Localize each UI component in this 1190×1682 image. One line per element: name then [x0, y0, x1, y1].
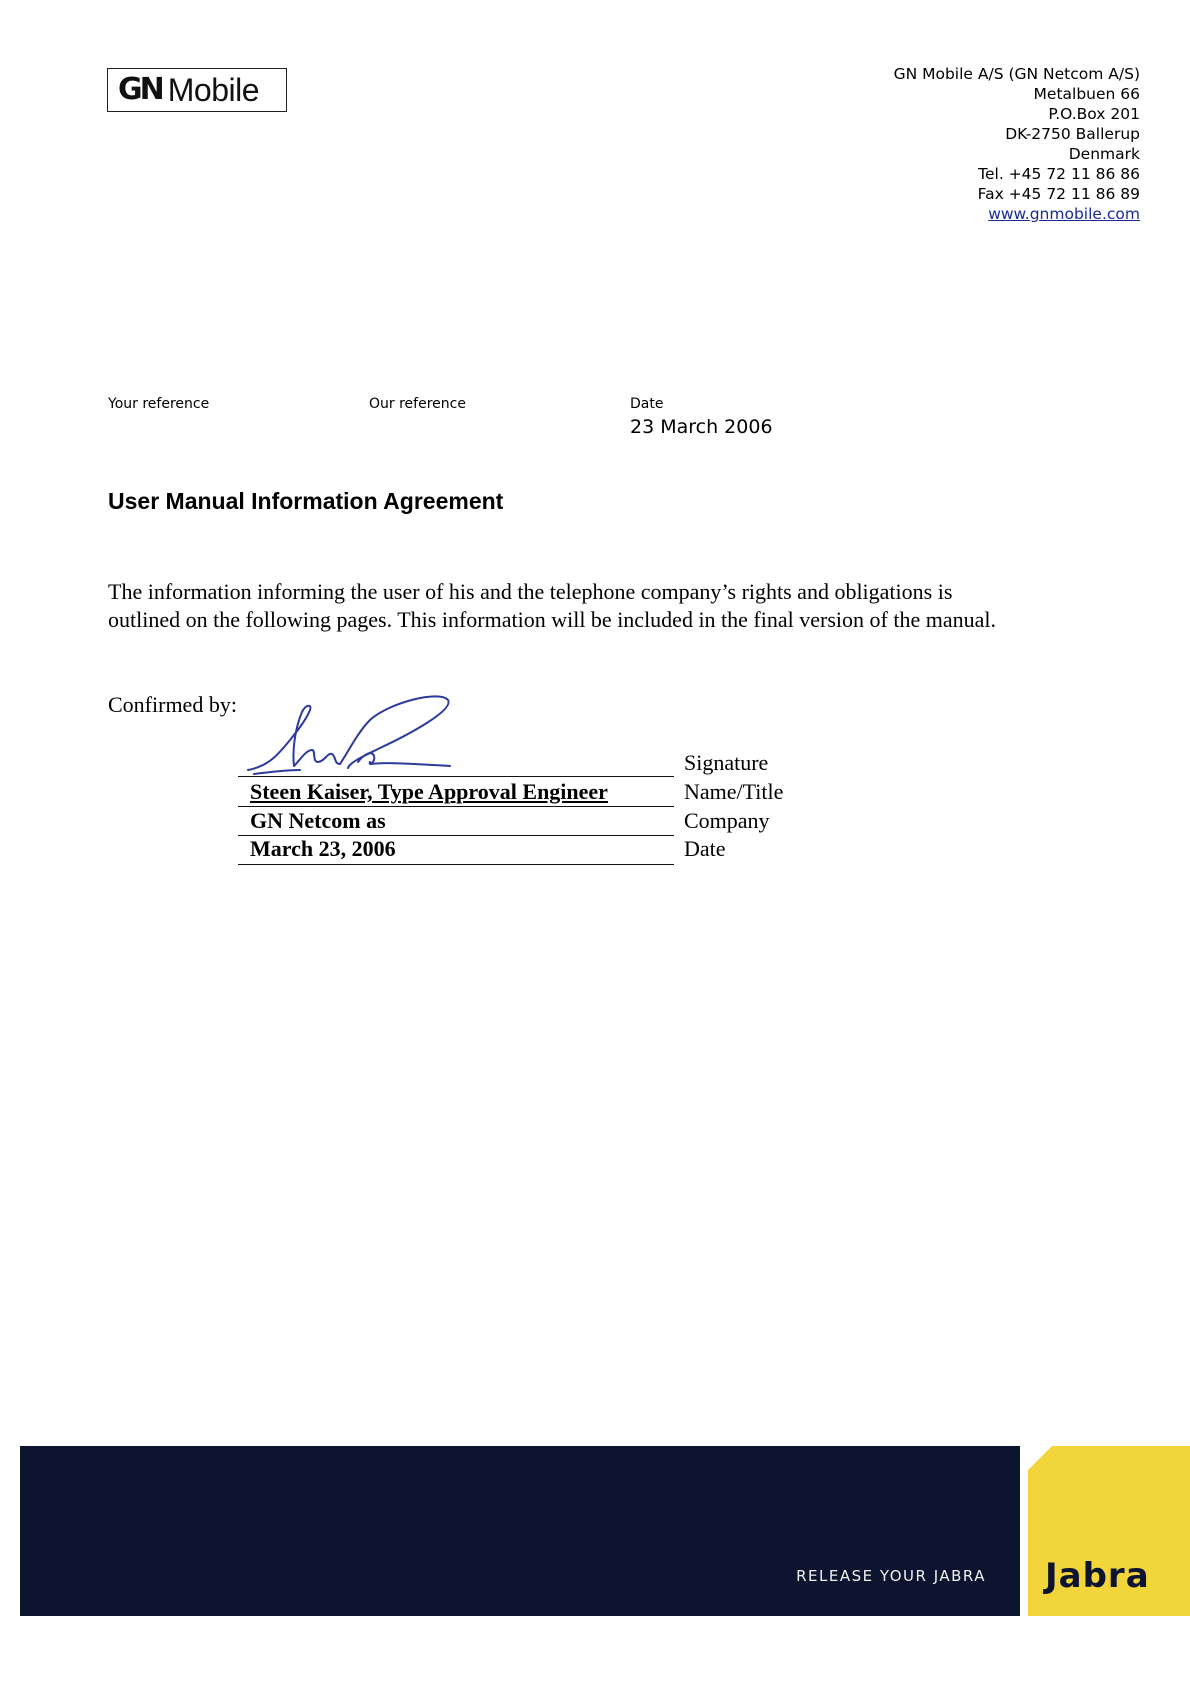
address-line: P.O.Box 201 [1048, 105, 1140, 123]
footer-band [20, 1446, 1020, 1616]
body-line: The information informing the user of his and the telephone company’s rights and obligations is [108, 579, 953, 604]
letter-body [108, 578, 1128, 634]
handwritten-signature [240, 692, 470, 782]
name-title-label: Name/Title [684, 779, 784, 804]
address-line: Denmark [1068, 145, 1140, 163]
confirmed-by-label: Confirmed by: [108, 692, 237, 717]
name-title-value: Steen Kaiser, Type Approval Engineer [250, 779, 608, 804]
letter-title: User Manual Information Agreement [108, 488, 504, 514]
company-address [894, 64, 1140, 224]
date-label: Date [630, 396, 664, 412]
logo-mobile-text: Mobile [167, 72, 259, 108]
address-line: Fax +45 72 11 86 89 [977, 185, 1140, 203]
address-line: Metalbuen 66 [1033, 85, 1140, 103]
logo-gn-text: GN [118, 72, 162, 107]
your-reference-label: Your reference [108, 396, 210, 412]
address-line: GN Mobile A/S (GN Netcom A/S) [893, 65, 1140, 83]
website-link[interactable]: www.gnmobile.com [988, 205, 1140, 223]
body-line: outlined on the following pages. This information will be included in the final version of the manual. [108, 607, 996, 632]
signed-date-label: Date [684, 836, 726, 861]
signature-line [238, 776, 674, 777]
footer-slogan: RELEASE YOUR JABRA [796, 1567, 986, 1585]
jabra-logo: Jabra [1045, 1556, 1150, 1596]
company-label: Company [684, 808, 770, 833]
letter-date: 23 March 2006 [630, 416, 773, 438]
name-title-line [238, 806, 674, 807]
signature-label: Signature [684, 750, 769, 775]
footer-yellow-corner [1028, 1446, 1052, 1470]
address-line: DK-2750 Ballerup [1005, 125, 1140, 143]
company-value: GN Netcom as [250, 808, 386, 833]
our-reference-label: Our reference [369, 396, 466, 412]
footer-band-corner [1000, 1446, 1028, 1616]
signed-date-value: March 23, 2006 [250, 836, 396, 861]
company-logo [107, 68, 287, 112]
date-line [238, 864, 674, 865]
address-line: Tel. +45 72 11 86 86 [978, 165, 1140, 183]
